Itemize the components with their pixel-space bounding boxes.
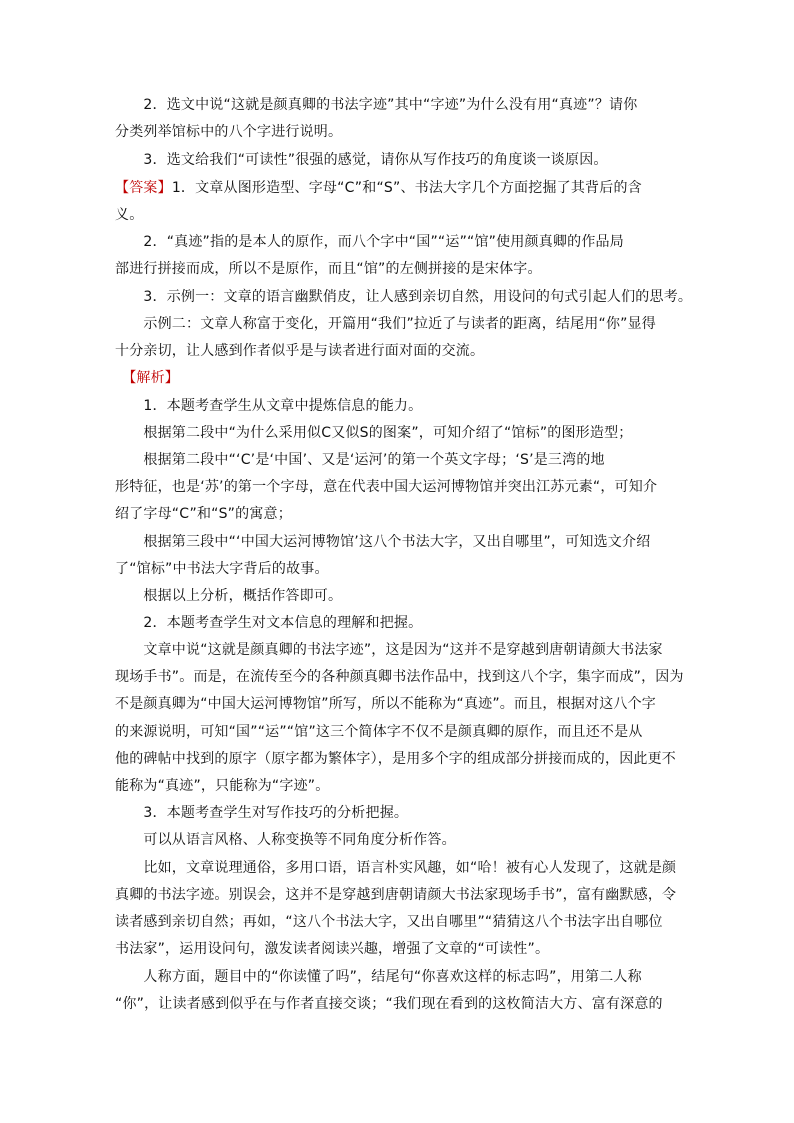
analysis-line-21: 书法家”，运用设问句，激发读者阅读兴趣，增强了文章的“可读性”。	[115, 941, 550, 957]
question-3-line: 3．选文给我们“可读性”很强的感觉，请你从写作技巧的角度谈一谈原因。	[115, 152, 608, 168]
analysis-line-11: 现场手书”。而是，在流传至今的各种颜真卿书法作品中，找到这八个字，集字而成”，因为	[115, 669, 684, 685]
analysis-line-14: 他的碑帖中找到的原字（原字都为繁体字），是用多个字的组成部分拼接而成的，因此更不	[115, 751, 676, 767]
analysis-line-23: “你”，让读者感到似乎在与作者直接交谈；“我们现在看到的这枚简洁大方、富有深意的	[115, 996, 663, 1012]
analysis-line-7: 了“馆标”中书法大字背后的故事。	[115, 561, 329, 577]
question-2-line-1: 2．选文中说“这就是颜真卿的书法字迹”其中“字迹”为什么没有用“真迹”？请你	[115, 97, 638, 113]
analysis-line-15: 能称为“真迹”，只能称为“字迹”。	[115, 778, 330, 794]
analysis-line-8: 根据以上分析，概括作答即可。	[115, 588, 343, 604]
analysis-line-10: 文章中说“这就是颜真卿的书法字迹”，这是因为“这并不是穿越到唐朝请颜大书法家	[115, 642, 663, 658]
analysis-line-9: 2．本题考查学生对文本信息的理解和把握。	[115, 615, 423, 631]
analysis-line-1: 1．本题考查学生从文章中提炼信息的能力。	[115, 398, 423, 414]
analysis-line-20: 读者感到亲切自然；再如，“这八个书法大字，又出自哪里”“猜猜这八个书法字出自哪位	[115, 914, 663, 930]
analysis-line-6: 根据第三段中“‘中国大运河博物馆’这八个书法大字，又出自哪里”，可知选文介绍	[115, 534, 651, 550]
answer-line-1: 【答案】1．文章从图形造型、字母“C”和“S”、书法大字几个方面挖掘了其背后的含	[115, 180, 642, 196]
analysis-tag: 【解析】	[115, 370, 179, 386]
answer-line-7: 十分亲切，让人感到作者似乎是与读者进行面对面的交流。	[115, 343, 485, 359]
analysis-line-12: 不是颜真卿为“中国大运河博物馆”所写，所以不能称为“真迹”。而且，根据对这八个字	[115, 696, 657, 712]
analysis-line-5: 绍了字母“C”和“S”的寓意；	[115, 506, 292, 522]
analysis-line-4: 形特征，也是‘苏’的第一个字母，意在代表中国大运河博物馆并突出江苏元素“，可知介	[115, 479, 658, 495]
analysis-line-2: 根据第二段中“为什么采用似C又似S的图案”，可知介绍了“馆标”的图形造型；	[115, 425, 633, 441]
analysis-line-22: 人称方面，题目中的“你读懂了吗”，结尾句“你喜欢这样的标志吗”，用第二人称	[115, 969, 642, 985]
analysis-line-3: 根据第二段中“‘C’是‘中国’、又是‘运河’的第一个英文字母；‘S’是三湾的地	[115, 452, 605, 468]
answer-line-6: 示例二：文章人称富于变化，开篇用“我们”拉近了与读者的距离，结尾用“你”显得	[115, 316, 657, 332]
answer-line-3: 2．“真迹”指的是本人的原作，而八个字中“国”“运”“馆”使用颜真卿的作品局	[115, 234, 624, 250]
analysis-line-17: 可以从语言风格、人称变换等不同角度分析作答。	[115, 832, 456, 848]
answer-line-2: 义。	[115, 207, 144, 223]
analysis-line-16: 3．本题考查学生对写作技巧的分析把握。	[115, 805, 409, 821]
analysis-line-19: 真卿的书法字迹。别误会，这并不是穿越到唐朝请颜大书法家现场手书”，富有幽默感，令	[115, 887, 677, 903]
answer-tag: 【答案】	[115, 180, 172, 196]
analysis-line-18: 比如，文章说理通俗，多用口语，语言朴实风趣，如“哈！被有心人发现了，这就是颜	[115, 860, 677, 876]
analysis-line-13: 的来源说明，可知“国”“运”“馆”这三个简体字不仅不是颜真卿的原作，而且还不是从	[115, 724, 643, 740]
answer-line-5: 3．示例一：文章的语言幽默俏皮，让人感到亲切自然，用设问的句式引起人们的思考。	[115, 289, 693, 305]
analysis-heading	[115, 368, 675, 388]
question-2-line-2: 分类列举馆标中的八个字进行说明。	[115, 124, 343, 140]
answer-line-4: 部进行拼接而成，所以不是原作，而且“馆”的左侧拼接的是宋体字。	[115, 261, 542, 277]
